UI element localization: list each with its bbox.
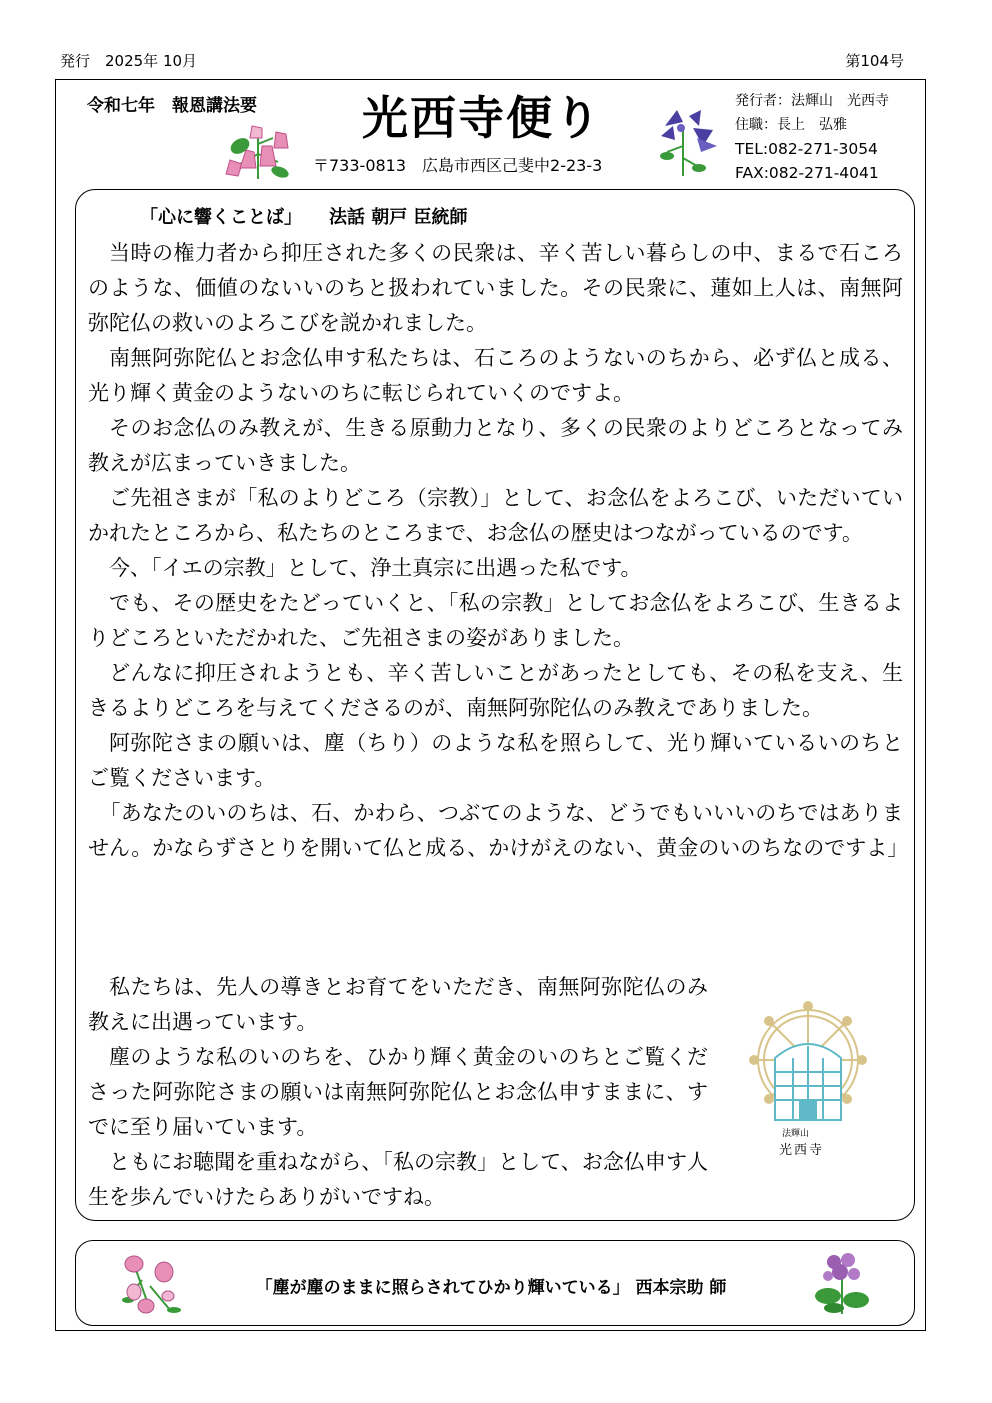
issue-number: 第104号 (845, 52, 904, 70)
sermon-paragraph: 阿弥陀さまの願いは、塵（ちり）のような私を照らして、光り輝いているいのちとご覧くださいます。 (88, 731, 903, 790)
publisher-tel: TEL:082-271-3054 (735, 140, 878, 158)
sermon-closing (88, 970, 708, 1215)
sermon-paragraph: 南無阿弥陀仏とお念仏申す私たちは、石ころのようないのちから、必ず仏と成る、光り輝く黄金のようないのちに転じられていくのですよ。 (88, 346, 903, 405)
publisher-priest: 住職：長上 弘雅 (735, 117, 847, 133)
sermon-paragraph: 塵のような私のいのちを、ひかり輝く黄金のいのちとご覧くださった阿弥陀さまの願いは南無阿弥陀仏とお念仏申すままに、すでに至り届いています。 (88, 1045, 708, 1139)
talk-header (140, 203, 468, 229)
temple-address: 〒733-0813 広島市西区己斐中2-23-3 (313, 156, 603, 175)
sermon-paragraph: ご先祖さまが「私のよりどころ（宗教）」として、お念仏をよろこび、いただいていかれたところから、私たちのところまで、お念仏の歴史はつながっているのです。 (88, 486, 903, 545)
sermon-paragraph: 当時の権力者から抑圧された多くの民衆は、辛く苦しい暮らしの中、まるで石ころのような、価値のないいのちと扱われていました。その民衆に、蓮如上人は、南無阿弥陀仏の救いのよろこびを説かれました。 (88, 241, 903, 335)
emblem-mountain-name: 法輝山 (782, 1129, 810, 1139)
sermon-paragraph: どんなに抑圧されようとも、辛く苦しいことがあったとしても、その私を支え、生きるよりどころを与えてくださるのが、南無阿弥陀仏のみ教えでありました。 (88, 661, 903, 720)
sermon-paragraph: 私たちは、先人の導きとお育てをいただき、南無阿弥陀仏のみ教えに出遇っています。 (88, 975, 708, 1034)
temple-emblem-icon (745, 1000, 871, 1125)
talk-speaker: 法話 朝戸 臣統師 (329, 207, 468, 228)
publisher-issuer: 発行者：法輝山 光西寺 (735, 93, 889, 109)
talk-title: 「心に響くことば」 (140, 207, 293, 228)
sermon-paragraph: ともにお聴聞を重ねながら、「私の宗教」として、お念仏申す人生を歩んでいけたらありがいですね。 (88, 1150, 708, 1209)
publisher-fax: FAX:082-271-4041 (735, 164, 879, 182)
sermon-quote: 「あなたのいのちは、石、かわら、つぶてのような、どうでもいいいのちではありません。かならずさとりを開いて仏と成る、かけがえのない、黄金のいのちなのですよ」 (88, 801, 909, 860)
sermon-body (88, 236, 909, 866)
newsletter-title: 光西寺便り (362, 91, 602, 145)
sermon-paragraph: そのお念仏のみ教えが、生きる原動力となり、多くの民衆のよりどころとなってみ教えが広まっていきました。 (88, 416, 903, 475)
purple-blossom-icon (812, 1250, 872, 1316)
sermon-paragraph: 今、「イエの宗教」として、浄土真宗に出遇った私です。 (109, 556, 642, 580)
event-title: 令和七年 報恩講法要 (87, 96, 257, 116)
issue-date: 発行 2025年 10月 (60, 52, 198, 70)
purple-flower-icon (653, 106, 723, 178)
footer-quote-text: 「塵が塵のままに照らされてひかり輝いている」 西本宗助 師 (255, 1278, 727, 1298)
sermon-paragraph: でも、その歴史をたどっていくと、「私の宗教」としてお念仏をよろこび、生きるよりどころといただかれた、ご先祖さまの姿がありました。 (88, 591, 903, 650)
pink-bellflower-icon (218, 124, 298, 182)
publisher-info (735, 89, 889, 185)
emblem-temple-name: 光西寺 (779, 1143, 825, 1158)
